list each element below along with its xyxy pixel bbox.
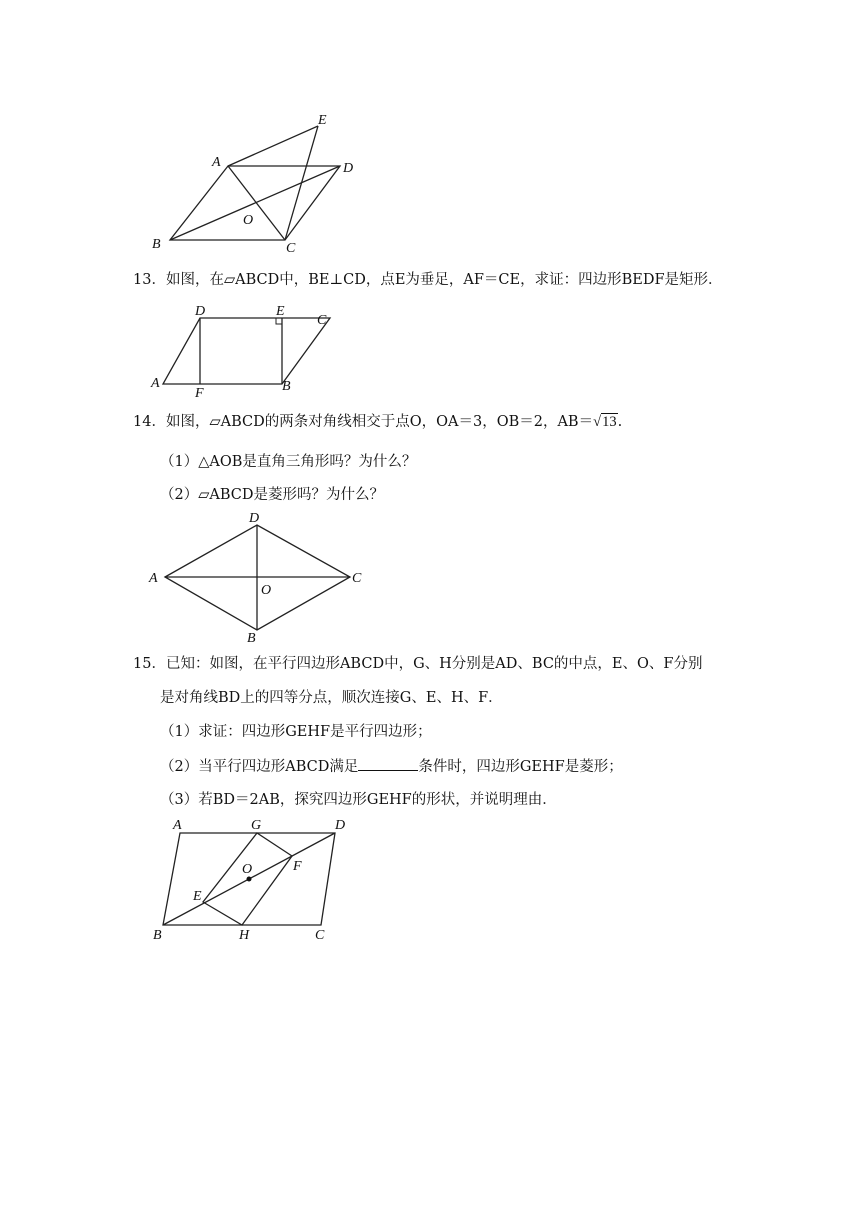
label-e: E <box>318 113 327 128</box>
label-e: E <box>193 889 202 904</box>
label-a: A <box>149 571 158 586</box>
diagonal-ac <box>228 166 285 240</box>
q15-sub1: （1）求证：四边形GEHF是平行四边形； <box>160 724 432 740</box>
label-d: D <box>195 304 206 319</box>
label-o: O <box>261 583 272 598</box>
sqrt-13 <box>593 413 617 430</box>
label-b: B <box>153 928 162 943</box>
label-c: C <box>352 571 362 586</box>
q13-text <box>133 270 723 290</box>
label-b: B <box>152 237 161 252</box>
label-d: D <box>249 511 260 526</box>
segment-ae <box>228 126 318 166</box>
q15-line2: 是对角线BD上的四等分点，顺次连接G、E、H、F． <box>160 690 503 706</box>
q15-line1 <box>133 654 702 674</box>
figure-q15-svg <box>145 815 365 950</box>
label-c: C <box>286 241 296 256</box>
sqrt-radicand: 13 <box>602 414 617 430</box>
label-f: F <box>293 859 302 874</box>
figure-q15 <box>145 815 365 950</box>
q15-sub2 <box>160 756 623 777</box>
label-b: B <box>282 379 291 394</box>
figure-q13-svg <box>145 300 345 400</box>
q15-number: 15． <box>133 656 166 672</box>
q14-sub2: （2）▱ABCD是菱形吗？为什么？ <box>160 487 384 503</box>
label-o: O <box>242 862 253 877</box>
q14-stem-prefix: 如图，▱ABCD的两条对角线相交于点O，OA＝3，OB＝2，AB＝ <box>165 414 594 430</box>
label-d: D <box>335 818 346 833</box>
segment-ce <box>285 126 318 240</box>
point-o <box>247 877 252 882</box>
label-a: A <box>212 155 221 170</box>
q15-sub3: （3）若BD＝2AB，探究四边形GEHF的形状，并说明理由． <box>160 792 557 808</box>
figure-q12-svg <box>140 110 380 260</box>
q15-sub2-b: 条件时，四边形GEHF是菱形； <box>418 759 623 775</box>
q14-sub1: （1）△AOB是直角三角形吗？为什么？ <box>160 454 417 470</box>
q14-number: 14． <box>133 414 166 430</box>
figure-q14-svg <box>145 508 385 648</box>
parallelogram-abcd <box>163 318 330 384</box>
label-c: C <box>315 928 325 943</box>
figure-q12 <box>140 110 380 260</box>
label-e: E <box>276 304 285 319</box>
answer-blank <box>358 756 418 771</box>
sqrt-symbol: √ <box>593 414 602 430</box>
q15-sub2-a: （2）当平行四边形ABCD满足 <box>160 759 359 775</box>
label-h: H <box>239 928 250 943</box>
label-a: A <box>173 818 182 833</box>
q14-stem-suffix: . <box>617 414 623 430</box>
label-g: G <box>251 818 262 833</box>
q13-number: 13． <box>133 272 166 288</box>
label-b: B <box>247 631 256 646</box>
label-f: F <box>195 386 204 401</box>
label-o: O <box>243 213 254 228</box>
q15-line1-text: 已知：如图，在平行四边形ABCD中，G、H分别是AD、BC的中点，E、O、F分别 <box>165 656 703 672</box>
q14-stem-line <box>133 412 622 432</box>
diagonal-bd <box>170 166 340 240</box>
q13-stem: 如图，在▱ABCD中，BE⊥CD，点E为垂足，AF＝CE，求证：四边形BEDF是矩形． <box>165 272 723 288</box>
label-a: A <box>151 376 160 391</box>
label-c: C <box>317 313 327 328</box>
figure-q13 <box>145 300 345 400</box>
figure-q14 <box>145 508 385 648</box>
label-d: D <box>343 161 354 176</box>
